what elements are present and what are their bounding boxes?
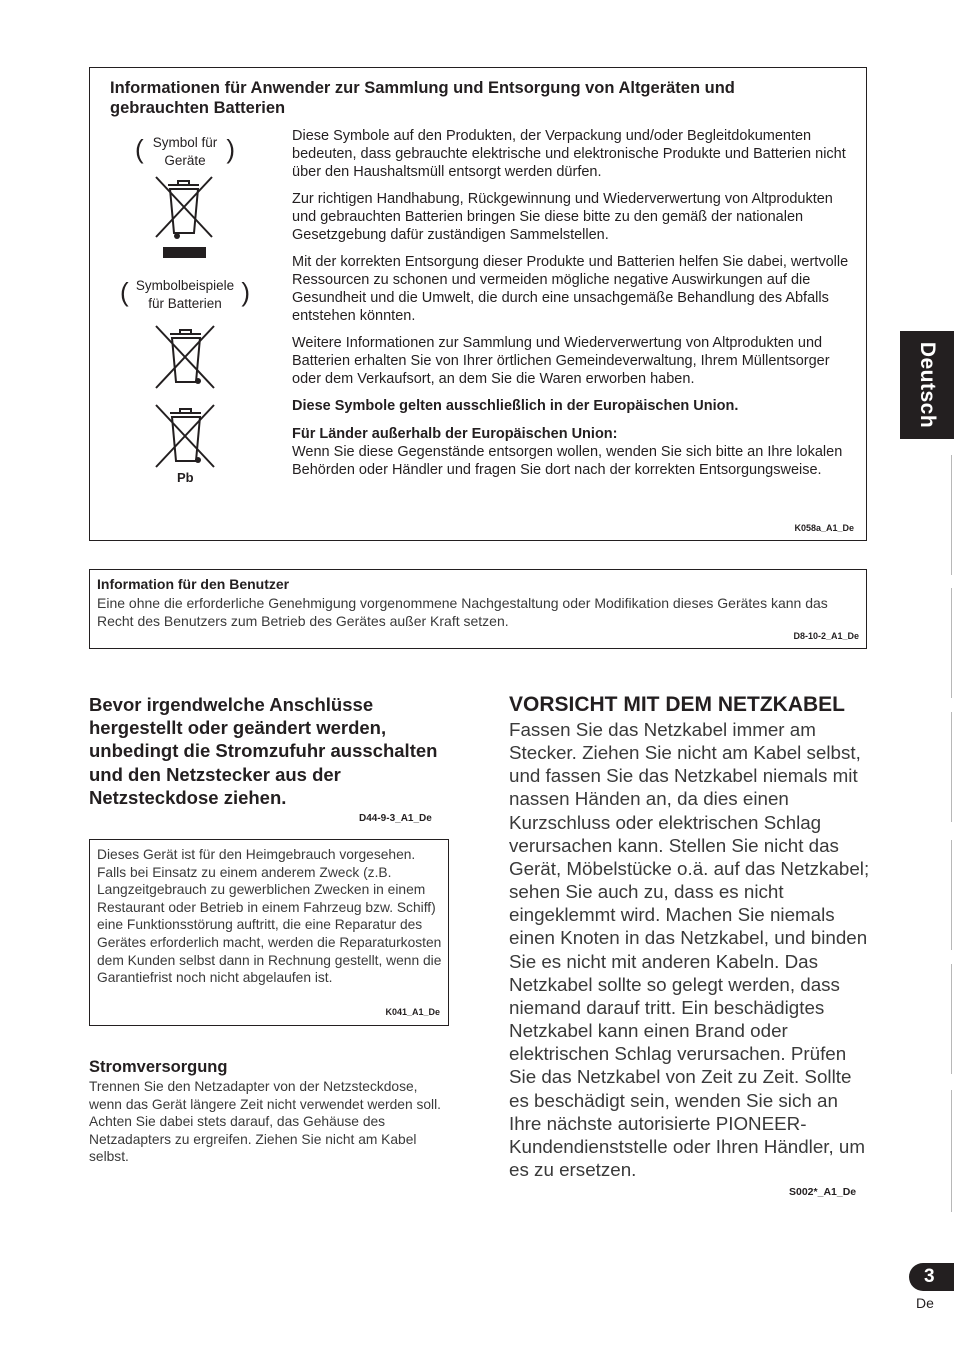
edge-divider [951,712,952,822]
language-side-tab-label: Deutsch [916,341,939,429]
language-side-tab [900,331,954,439]
user-info-code: D8-10-2_A1_De [793,631,859,641]
weee-para-2: Zur richtigen Handhabung, Rückgewinnung und Wiederverwertung von Altprodukten und gebrauchten Batterien bringen Sie diese bitte zu den gemäß der nationalen Gesetzgebung dafür zuständigen Sammelstellen. [292,191,833,243]
weee-code: K058a_A1_De [794,523,854,533]
crossed-bin-icon [152,175,216,263]
pb-label: Pb [177,470,194,485]
connection-warning-code: D44-9-3_A1_De [359,813,432,824]
warranty-code: K041_A1_De [385,1007,440,1017]
power-cord-title: VORSICHT MIT DEM NETZKABEL [509,693,845,716]
edge-divider [951,588,952,698]
weee-para-3: Mit der korrekten Entsorgung dieser Produkte und Batterien helfen Sie dabei, wertvolle Ressourcen zu schonen und vermeiden mögliche negative Auswirkungen auf die Gesundheit und die Umwelt, die durch eine unsachgemäße Behandlung des Abfalls entstehen könnten. [292,254,849,324]
weee-para-4: Weitere Informationen zur Sammlung und Wiederverwertung von Altprodukten und Batterien erhalten Sie von Ihrer örtlichen Gemeindeverwaltung, Ihrem Müllentsorger oder dem Verkaufsort, an dem Sie die Waren erworben haben. [292,335,830,387]
warranty-box [89,839,449,1026]
power-text: Trennen Sie den Netzadapter von der Netzsteckdose, wenn das Gerät längere Zeit nicht verwendet werden soll. Achten Sie dabei stets darauf, das Gehäuse des Netzadapters zu ergreifen. Ziehen Sie nicht am Kabel selbst. [89,1079,442,1165]
user-info-box [89,569,867,649]
weee-non-eu-text: Wenn Sie diese Gegenstände entsorgen wollen, wenden Sie sich bitte an Ihre lokalen Behörden oder Händler und fragen Sie dort nach der korrekten Entsorgungsweise. [292,444,843,478]
user-info-text: Eine ohne die erforderliche Genehmigung vorgenommene Nachgestaltung oder Modifikation dieses Gerätes kann das Recht des Benutzers zum Betrieb des Gerätes außer Kraft setzen. [97,595,828,629]
symbol-devices-label: ( Symbol für Geräte ) [135,134,235,168]
user-info-title: Information für den Benutzer [97,576,290,592]
warranty-text: Dieses Gerät ist für den Heimgebrauch vorgesehen. Falls bei Einsatz zu einem anderem Zweck (z.B. Langzeitgebrauch zu gewerblichen Zwecken in einem Restaurant oder Betrieb in einem Fahrzeug bzw. Schiff) eine Funktionsstörung auftritt, die eine Reparatur des Gerätes erforderlich macht, werden die Reparaturkosten dem Kunden selbst dann in Rechnung gestellt, wenn die Garantiefrist noch nicht abgelaufen ist. [97,847,442,986]
weee-non-eu-title: Für Länder außerhalb der Europäischen Union: [292,426,618,442]
power-cord-code: S002*_A1_De [789,1186,857,1198]
weee-para-1: Diese Symbole auf den Produkten, der Verpackung und/oder Begleitdokumenten bedeuten, dass gebrauchte elektrische und elektronische Produkte und Batterien nicht über den Haushaltsmüll entsorgt werden dürfen. [292,128,846,180]
page-number: 3 [924,1266,935,1287]
weee-text [292,127,858,479]
edge-divider [951,840,952,950]
crossed-bin-battery-icon [154,324,218,392]
power-cord-text: Fassen Sie das Netzkabel immer am Stecker. Ziehen Sie nicht am Kabel selbst, und fassen Sie das Netzkabel niemals mit nassen Händen an, da dies einen Kurzschluss oder elektrischen Schlag verursachen kann. Stellen Sie nicht das Gerät, Möbelstücke o.ä. auf das Netzkabel; sehen Sie auch zu, dass es nicht eingeklemmt wird. Machen Sie niemals einen Knoten in das Netzkabel, und binden Sie es nicht mit anderen Kabeln. Das Netzkabel sollte so gelegt werden, dass niemand darauf tritt. Ein beschädigtes Netzkabel kann einen Brand oder elektrischen Schlag verursachen. Prüfen Sie das Netzkabel von Zeit zu Zeit. Sollte es beschädigt sein, wenden Sie sich an Ihre nächste autorisierte PIONEER-Kundendienststelle oder Ihren Händler, um es zu ersetzen. [509,719,870,1180]
power-title: Stromversorgung [89,1058,228,1076]
crossed-bin-pb-icon [154,403,218,471]
edge-divider [951,1090,952,1212]
weee-info-box [89,67,867,541]
page-number-badge [909,1263,954,1291]
weee-title: Informationen für Anwender zur Sammlung und Entsorgung von Altgeräten und gebrauchten Batterien [110,79,735,117]
edge-divider [951,455,952,575]
edge-divider [951,964,952,1074]
symbol-batteries-label: ( Symbolbeispiele für Batterien ) [120,277,250,311]
page-language: De [916,1295,934,1311]
weee-eu-only: Diese Symbole gelten ausschließlich in der Europäischen Union. [292,398,739,414]
connection-warning: Bevor irgendwelche Anschlüsse hergestellt oder geändert werden, unbedingt die Stromzufuhr ausschalten und den Netzstecker aus der Netzsteckdose ziehen. [89,694,438,808]
